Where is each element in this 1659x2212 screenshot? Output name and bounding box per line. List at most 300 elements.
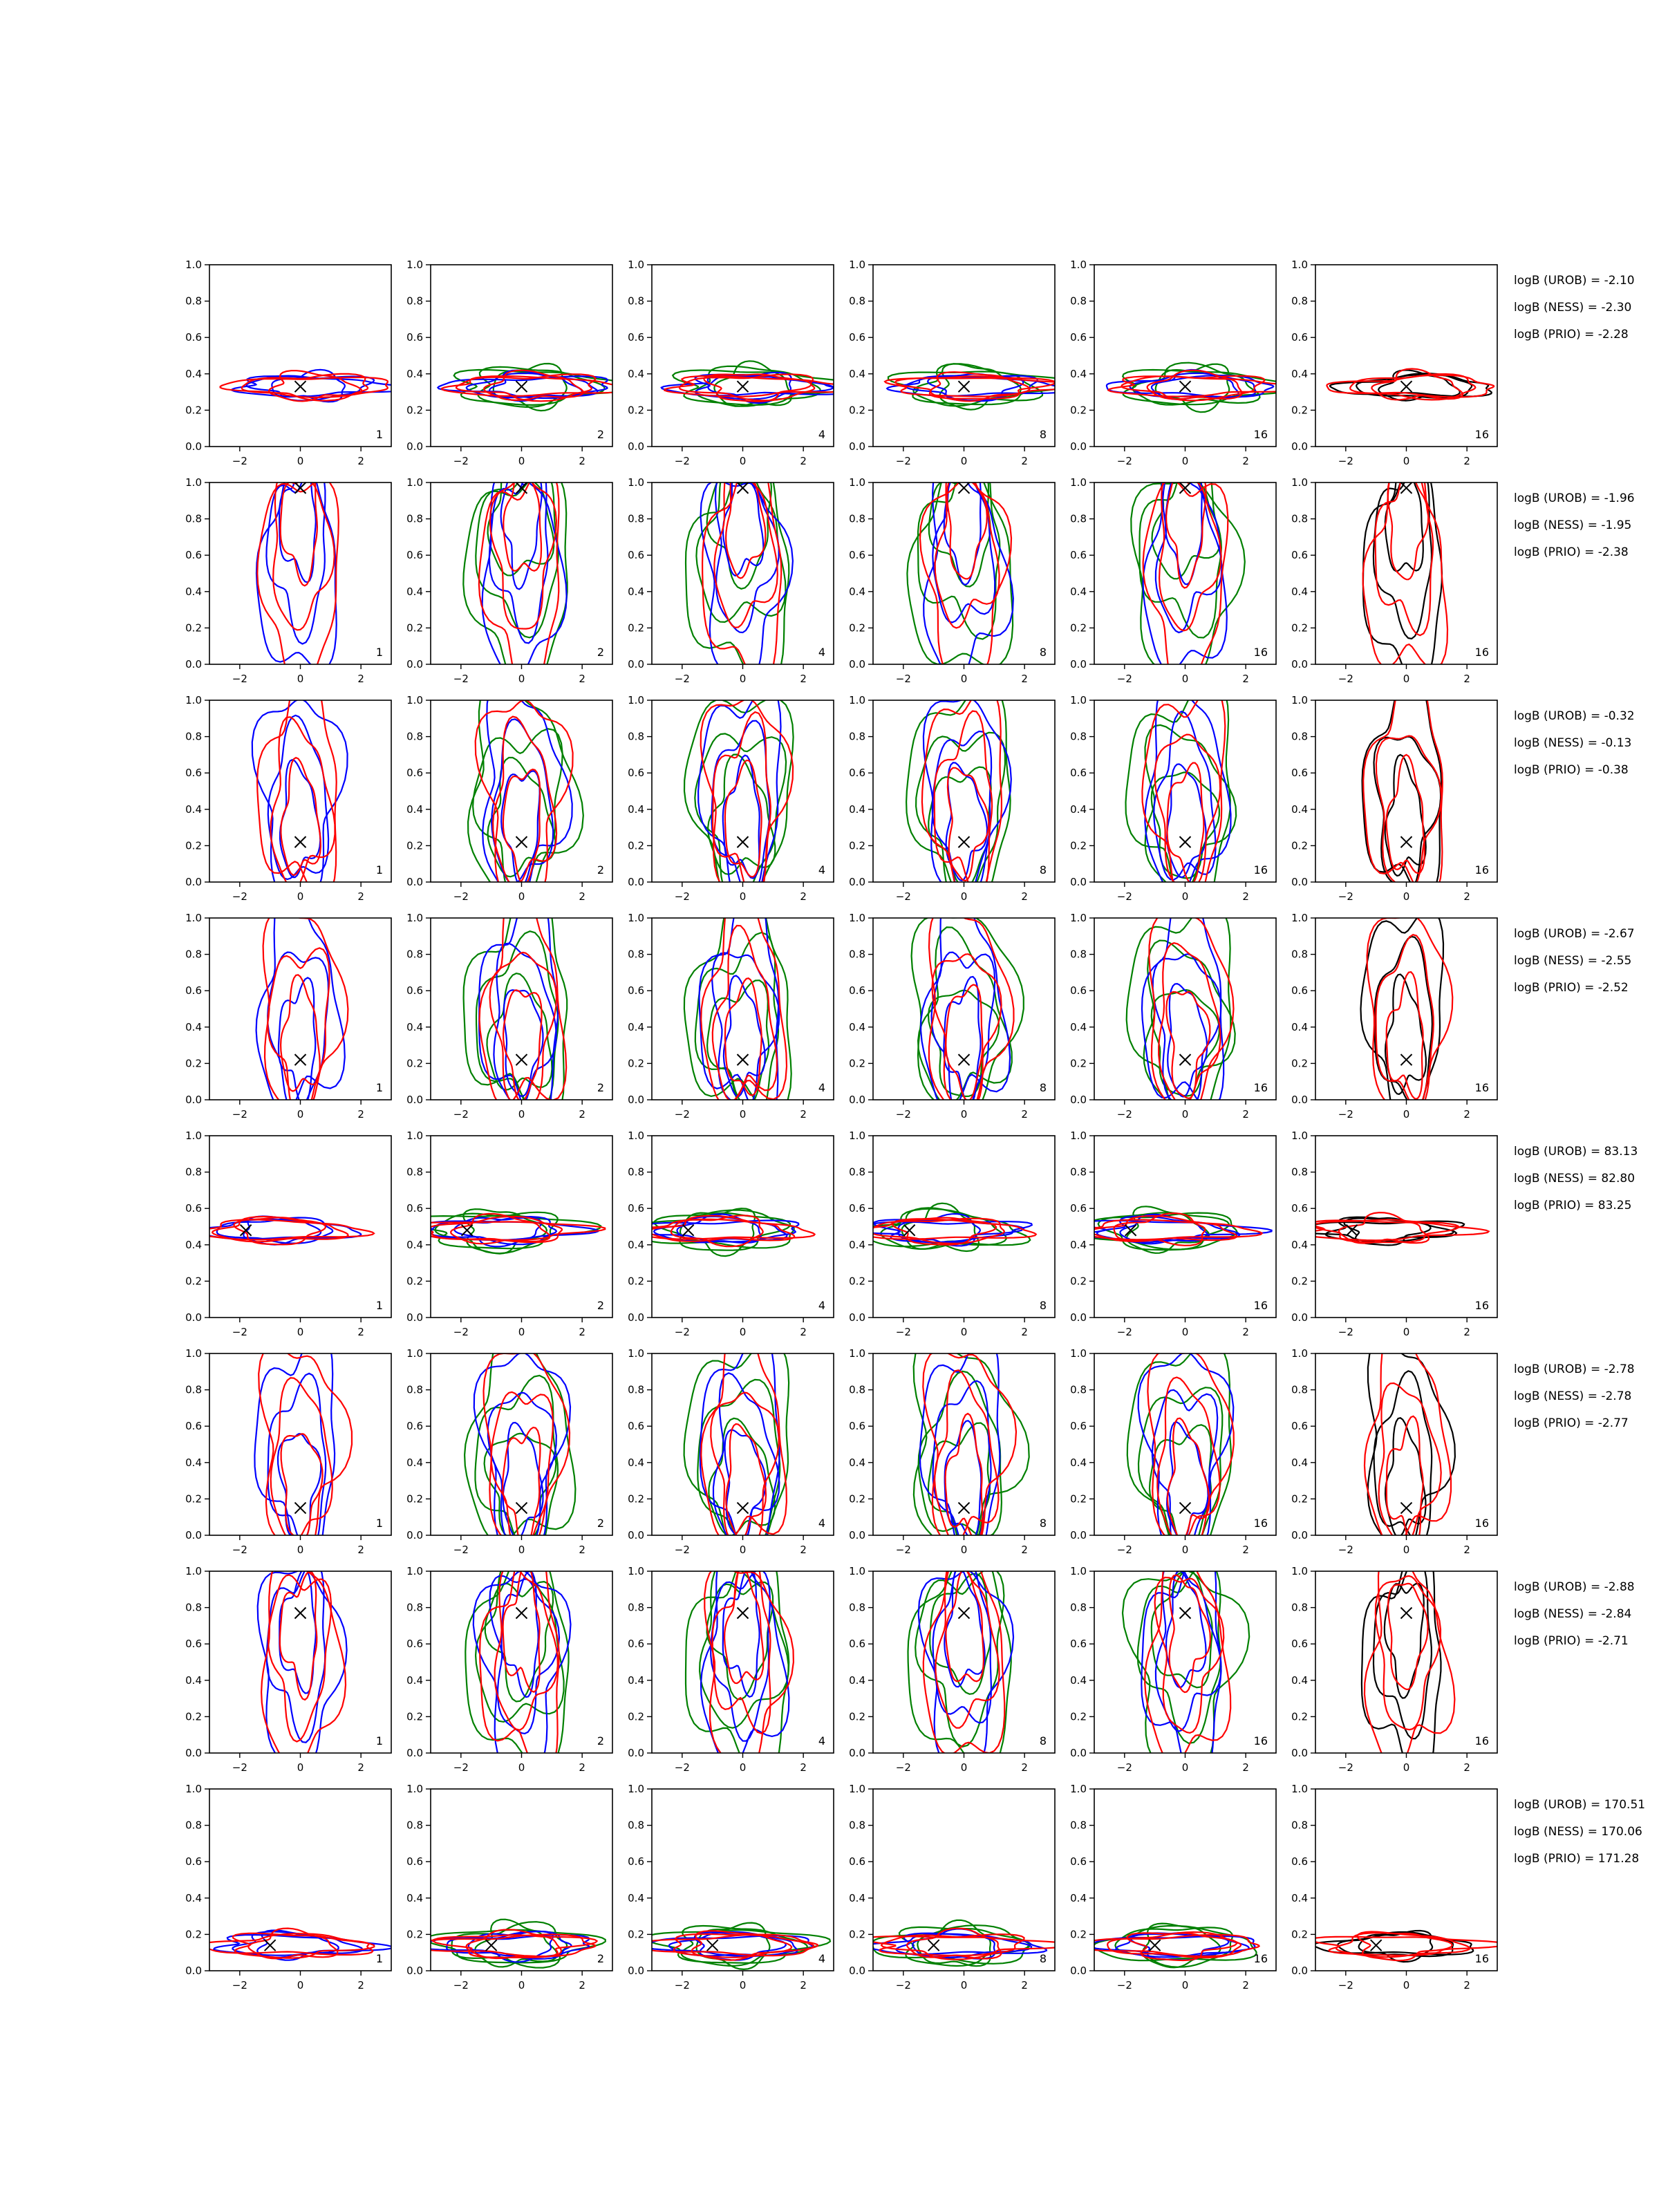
y-tick-label: 1.0 (406, 1130, 423, 1142)
y-tick-label: 1.0 (849, 694, 865, 706)
y-tick-label: 0.2 (628, 1928, 644, 1941)
x-tick-label: 0 (1181, 1326, 1189, 1338)
y-tick-label: 0.6 (1291, 984, 1308, 997)
y-tick-label: 0.2 (185, 1492, 202, 1506)
axes-frame (431, 918, 612, 1100)
x-tick-label: −2 (1338, 673, 1353, 685)
logB-annotation: logB (PRIO) = -2.52 (1514, 981, 1629, 995)
y-tick-label: 1.0 (406, 1783, 423, 1795)
x-tick-label: −2 (895, 1761, 911, 1774)
panel-count-label: 1 (375, 1734, 383, 1747)
panel-r6-c5 (1070, 1341, 1276, 1564)
axes-frame (431, 1789, 612, 1971)
contour-group (1127, 882, 1235, 1131)
panel-r5-c4 (847, 1130, 1055, 1338)
contour-group (465, 1323, 575, 1557)
contour-red (923, 1351, 1016, 1557)
y-tick-label: 0.4 (849, 367, 865, 380)
x-tick-label: −2 (674, 1761, 690, 1774)
contour-group (1365, 1324, 1455, 1556)
y-tick-label: 0.0 (185, 876, 202, 888)
y-tick-label: 0.0 (406, 1965, 423, 1977)
y-tick-label: 0.8 (1291, 948, 1308, 961)
panel-r7-c3 (628, 1539, 834, 1781)
x-tick-label: 0 (960, 455, 968, 467)
x-tick-label: 0 (1403, 1761, 1410, 1774)
panel-count-label: 16 (1474, 428, 1489, 441)
x-tick-label: 2 (1242, 1326, 1249, 1338)
contour-blue (920, 1334, 1000, 1568)
true-value-marker (1401, 1054, 1412, 1065)
y-tick-label: 1.0 (1291, 1130, 1308, 1142)
contour-group (464, 879, 568, 1127)
x-tick-label: 2 (357, 1326, 364, 1338)
y-tick-label: 0.0 (849, 440, 865, 453)
x-tick-label: 2 (1021, 1979, 1028, 1991)
y-tick-label: 0.0 (406, 440, 423, 453)
panel-r8-c5 (1070, 1783, 1276, 1991)
true-value-marker (959, 1054, 970, 1065)
y-tick-label: 0.2 (1070, 1275, 1087, 1288)
x-tick-label: −2 (1116, 1108, 1132, 1121)
y-tick-label: 0.2 (185, 1710, 202, 1723)
axes-frame (873, 918, 1055, 1100)
panel-r1-c4 (849, 259, 1081, 467)
y-tick-label: 0.4 (1291, 1020, 1308, 1033)
y-tick-label: 0.4 (185, 1891, 202, 1904)
y-tick-label: 0.2 (1291, 1275, 1308, 1288)
true-value-marker (516, 836, 527, 847)
panel-count-label: 4 (818, 1734, 825, 1747)
x-tick-label: 2 (1242, 1979, 1249, 1991)
x-tick-label: 0 (297, 1761, 304, 1774)
y-tick-label: 1.0 (185, 1347, 202, 1360)
y-tick-label: 0.8 (406, 948, 423, 961)
y-tick-label: 0.4 (849, 1020, 865, 1033)
panel-r7-c2 (406, 1533, 612, 1775)
x-tick-label: 2 (1463, 673, 1470, 685)
y-tick-label: 0.2 (185, 404, 202, 417)
y-tick-label: 0.8 (628, 512, 644, 525)
panel-count-label: 16 (1474, 1952, 1489, 1965)
panel-count-label: 16 (1253, 1299, 1268, 1312)
x-tick-label: 2 (579, 1544, 585, 1556)
panel-count-label: 8 (1039, 1952, 1047, 1965)
y-tick-label: 0.8 (406, 294, 423, 308)
true-value-marker (959, 836, 970, 847)
y-tick-label: 0.6 (185, 1420, 202, 1433)
x-tick-label: 0 (1403, 1108, 1410, 1121)
panel-count-label: 16 (1253, 863, 1268, 877)
axes-frame (1094, 918, 1276, 1100)
y-tick-label: 0.8 (849, 730, 865, 743)
y-tick-label: 0.4 (1291, 1238, 1308, 1251)
x-tick-label: −2 (453, 1761, 469, 1774)
axes-frame (1315, 918, 1497, 1100)
y-tick-label: 1.0 (185, 912, 202, 924)
y-tick-label: 0.4 (628, 1238, 644, 1251)
x-tick-label: −2 (895, 1108, 911, 1121)
x-tick-label: 2 (800, 673, 807, 685)
y-tick-label: 0.2 (185, 621, 202, 635)
y-tick-label: 0.2 (849, 1492, 865, 1506)
panel-count-label: 4 (818, 1299, 825, 1312)
contour-blue (1154, 711, 1215, 880)
y-tick-label: 0.8 (1070, 512, 1087, 525)
y-tick-label: 0.8 (1070, 1601, 1087, 1614)
y-tick-label: 0.4 (849, 1674, 865, 1687)
true-value-marker (738, 836, 749, 847)
y-tick-label: 0.0 (628, 1094, 644, 1106)
x-tick-label: −2 (1338, 1761, 1353, 1774)
panel-r8-c4 (849, 1783, 1071, 1991)
y-tick-label: 0.2 (406, 1710, 423, 1723)
panel-r3-c6 (1291, 664, 1497, 903)
y-tick-label: 0.6 (628, 331, 644, 344)
contour-red (1166, 992, 1210, 1098)
y-tick-label: 0.4 (849, 585, 865, 598)
y-tick-label: 0.8 (1291, 294, 1308, 308)
x-tick-label: 0 (739, 1108, 747, 1121)
y-tick-label: 1.0 (849, 1565, 865, 1577)
y-tick-label: 0.2 (1070, 1057, 1087, 1070)
contour-blue (279, 458, 316, 583)
y-tick-label: 0.4 (1070, 585, 1087, 598)
panel-r6-c6 (1291, 1324, 1497, 1556)
x-tick-label: 2 (1463, 1979, 1470, 1991)
panel-r5-c1 (185, 1130, 391, 1338)
y-tick-label: 0.6 (628, 1420, 644, 1433)
x-tick-label: 2 (1463, 890, 1470, 903)
logB-annotation: logB (PRIO) = -2.28 (1514, 328, 1629, 341)
panel-r6-c3 (628, 1318, 834, 1567)
x-tick-label: −2 (1338, 1326, 1353, 1338)
x-tick-label: −2 (453, 1979, 469, 1991)
y-tick-label: 0.2 (849, 1057, 865, 1070)
y-tick-label: 0.0 (185, 1094, 202, 1106)
y-tick-label: 0.6 (849, 331, 865, 344)
contour-group (1363, 445, 1447, 687)
y-tick-label: 0.2 (406, 1275, 423, 1288)
x-tick-label: −2 (674, 1108, 690, 1121)
contour-group (221, 370, 409, 402)
y-tick-label: 0.4 (406, 1020, 423, 1033)
y-tick-label: 0.4 (849, 1456, 865, 1469)
y-tick-label: 0.4 (628, 367, 644, 380)
logB-annotation: logB (NESS) = -2.78 (1514, 1389, 1632, 1403)
x-tick-label: 2 (357, 890, 364, 903)
contour-red (1387, 755, 1425, 874)
axes-frame (431, 265, 612, 447)
contour-group (201, 1929, 393, 1960)
y-tick-label: 0.4 (185, 1456, 202, 1469)
y-tick-label: 0.2 (1070, 404, 1087, 417)
y-tick-label: 0.8 (185, 948, 202, 961)
contour-red (476, 700, 573, 901)
y-tick-label: 0.2 (628, 1492, 644, 1506)
x-tick-label: 0 (1181, 455, 1189, 467)
x-tick-label: 2 (800, 1979, 807, 1991)
true-value-marker (959, 1607, 970, 1618)
x-tick-label: 2 (800, 1761, 807, 1774)
y-tick-label: 0.8 (849, 1165, 865, 1179)
y-tick-label: 0.0 (1291, 1965, 1308, 1977)
x-tick-label: 2 (579, 1108, 585, 1121)
y-tick-label: 0.0 (1291, 876, 1308, 888)
x-tick-label: −2 (674, 1979, 690, 1991)
axes-frame (873, 482, 1055, 664)
y-tick-label: 0.6 (1070, 1638, 1087, 1651)
contour-group (191, 1217, 374, 1245)
x-tick-label: 2 (1021, 890, 1028, 903)
y-tick-label: 0.6 (1291, 331, 1308, 344)
panel-count-label: 8 (1039, 1299, 1047, 1312)
contour-green (1145, 725, 1237, 892)
y-tick-label: 1.0 (406, 476, 423, 489)
x-tick-label: 0 (518, 890, 525, 903)
panel-r7-c5 (1070, 1541, 1276, 1787)
x-tick-label: 0 (739, 1544, 747, 1556)
y-tick-label: 0.0 (185, 440, 202, 453)
y-tick-label: 0.6 (628, 1855, 644, 1868)
x-tick-label: 0 (739, 1979, 747, 1991)
contour-group (1123, 1541, 1249, 1787)
y-tick-label: 0.6 (1070, 1420, 1087, 1433)
x-tick-label: 0 (1403, 890, 1410, 903)
panel-r2-c3 (628, 449, 834, 688)
x-tick-label: −2 (232, 1761, 247, 1774)
y-tick-label: 0.6 (628, 984, 644, 997)
contour-group (438, 364, 634, 411)
y-tick-label: 0.2 (406, 1057, 423, 1070)
panel-r7-c1 (185, 1555, 391, 1774)
panel-r5-c6 (1291, 1130, 1497, 1338)
axes-frame (1094, 700, 1276, 882)
logB-annotation: logB (UROB) = -0.32 (1514, 709, 1635, 723)
panel-r2-c4 (849, 451, 1055, 685)
contour-red (1376, 736, 1441, 890)
y-tick-label: 0.8 (185, 1383, 202, 1396)
panel-r1-c2 (406, 259, 634, 467)
y-tick-label: 0.2 (1291, 1492, 1308, 1506)
x-tick-label: 2 (1242, 1544, 1249, 1556)
contour-green (488, 458, 554, 575)
logB-annotation: logB (NESS) = -0.13 (1514, 736, 1632, 750)
y-tick-label: 1.0 (406, 912, 423, 924)
x-tick-label: −2 (453, 890, 469, 903)
y-tick-label: 1.0 (628, 1130, 644, 1142)
panel-r8-c1 (185, 1783, 393, 1991)
contour-blue (268, 953, 328, 1114)
x-tick-label: 2 (357, 673, 364, 685)
y-tick-label: 0.6 (185, 1638, 202, 1651)
true-value-marker (1180, 1607, 1191, 1618)
y-tick-label: 0.6 (849, 1420, 865, 1433)
axes-frame (873, 1571, 1055, 1753)
x-tick-label: 2 (1463, 1544, 1470, 1556)
panel-count-label: 1 (375, 863, 383, 877)
y-tick-label: 0.2 (406, 621, 423, 635)
y-tick-label: 0.4 (1070, 1238, 1087, 1251)
x-tick-label: 0 (739, 673, 747, 685)
x-tick-label: 0 (518, 1979, 525, 1991)
y-tick-label: 0.6 (628, 549, 644, 562)
logB-annotation: logB (UROB) = -2.78 (1514, 1362, 1635, 1376)
y-tick-label: 0.4 (406, 1674, 423, 1687)
true-value-marker (265, 1940, 276, 1951)
panel-r4-c2 (406, 879, 612, 1127)
contour-red (1365, 1324, 1451, 1548)
contour-green (686, 449, 789, 688)
y-tick-label: 0.4 (628, 803, 644, 816)
panel-r4-c5 (1070, 882, 1276, 1131)
logB-annotation: logB (UROB) = -2.10 (1514, 274, 1635, 288)
contour-blue (701, 480, 793, 684)
y-tick-label: 0.6 (1070, 331, 1087, 344)
y-tick-label: 0.0 (185, 1965, 202, 1977)
y-tick-label: 0.4 (185, 1674, 202, 1687)
y-tick-label: 1.0 (1070, 1565, 1087, 1577)
x-tick-label: 0 (1181, 1544, 1189, 1556)
y-tick-label: 0.0 (185, 1311, 202, 1324)
logB-annotation: logB (PRIO) = 83.25 (1514, 1199, 1632, 1212)
y-tick-label: 0.8 (849, 1601, 865, 1614)
y-tick-label: 1.0 (849, 1130, 865, 1142)
y-tick-label: 1.0 (628, 1347, 644, 1360)
y-tick-label: 0.6 (1070, 549, 1087, 562)
y-tick-label: 0.8 (185, 730, 202, 743)
panel-r5-c2 (406, 1130, 612, 1338)
y-tick-label: 0.8 (185, 294, 202, 308)
contour-red (725, 978, 762, 1095)
y-tick-label: 0.6 (185, 1202, 202, 1215)
contour-blue (254, 1329, 335, 1571)
x-tick-label: −2 (1338, 1544, 1353, 1556)
panel-count-label: 4 (818, 646, 825, 659)
y-tick-label: 0.4 (1291, 803, 1308, 816)
logB-annotation: logB (UROB) = 170.51 (1514, 1798, 1646, 1812)
x-tick-label: −2 (1116, 455, 1132, 467)
true-value-marker (1180, 1054, 1191, 1065)
true-value-marker (295, 381, 306, 392)
y-tick-label: 0.4 (185, 585, 202, 598)
x-tick-label: −2 (1338, 890, 1353, 903)
contour-group (684, 687, 794, 917)
y-tick-label: 0.8 (185, 1165, 202, 1179)
y-tick-label: 0.2 (185, 1057, 202, 1070)
y-tick-label: 0.0 (1070, 1747, 1087, 1759)
y-tick-label: 0.2 (628, 1057, 644, 1070)
y-tick-label: 0.6 (185, 331, 202, 344)
x-tick-label: −2 (232, 1979, 247, 1991)
y-tick-label: 0.2 (1070, 1710, 1087, 1723)
x-tick-label: 0 (518, 455, 525, 467)
contour-green (708, 755, 775, 874)
y-tick-label: 0.6 (849, 1638, 865, 1651)
y-tick-label: 0.6 (406, 767, 423, 780)
y-tick-label: 0.0 (628, 876, 644, 888)
y-tick-label: 0.8 (1291, 1165, 1308, 1179)
panel-r7-c4 (849, 1544, 1055, 1774)
true-value-marker (707, 1940, 718, 1951)
true-value-marker (1150, 1940, 1161, 1951)
true-value-marker (516, 381, 527, 392)
x-tick-label: 2 (579, 673, 585, 685)
y-tick-label: 0.0 (1070, 1965, 1087, 1977)
x-tick-label: 2 (579, 1326, 585, 1338)
y-tick-label: 0.0 (1291, 658, 1308, 671)
panel-count-label: 16 (1253, 1952, 1268, 1965)
y-tick-label: 0.0 (849, 658, 865, 671)
x-tick-label: 0 (960, 1761, 968, 1774)
x-tick-label: 2 (800, 1326, 807, 1338)
axes-frame (209, 1789, 391, 1971)
y-tick-label: 0.8 (628, 1819, 644, 1832)
y-tick-label: 0.2 (1291, 621, 1308, 635)
y-tick-label: 0.8 (1070, 730, 1087, 743)
x-tick-label: −2 (1338, 1979, 1353, 1991)
y-tick-label: 0.6 (628, 767, 644, 780)
contour-group (684, 1318, 789, 1567)
y-tick-label: 0.0 (406, 1311, 423, 1324)
panel-r6-c1 (185, 1329, 391, 1571)
x-tick-label: 0 (1181, 890, 1189, 903)
true-value-marker (928, 1940, 939, 1951)
x-tick-label: 0 (518, 1326, 525, 1338)
axes-frame (1315, 1136, 1497, 1318)
panel-count-label: 4 (818, 428, 825, 441)
y-tick-label: 0.0 (849, 1747, 865, 1759)
contour-red (257, 480, 339, 692)
true-value-marker (516, 1607, 527, 1618)
panel-r3-c2 (406, 677, 612, 906)
y-tick-label: 0.8 (628, 948, 644, 961)
contour-group (468, 677, 583, 906)
y-tick-label: 0.0 (1070, 1311, 1087, 1324)
x-tick-label: 0 (1403, 1326, 1410, 1338)
x-tick-label: 2 (579, 1979, 585, 1991)
x-tick-label: 2 (800, 1108, 807, 1121)
panel-r2-c1 (185, 453, 391, 692)
axes-frame (209, 918, 391, 1100)
y-tick-label: 0.4 (1070, 1891, 1087, 1904)
y-tick-label: 0.2 (185, 1928, 202, 1941)
x-tick-label: 2 (1463, 1326, 1470, 1338)
x-tick-label: 2 (579, 890, 585, 903)
y-tick-label: 0.4 (185, 803, 202, 816)
y-tick-label: 1.0 (185, 1565, 202, 1577)
y-tick-label: 0.6 (185, 767, 202, 780)
x-tick-label: −2 (1116, 673, 1132, 685)
axes-frame (1315, 700, 1497, 882)
x-tick-label: −2 (895, 1979, 911, 1991)
true-value-marker (959, 381, 970, 392)
y-tick-label: 0.6 (406, 1202, 423, 1215)
contour-group (252, 664, 348, 900)
contour-group (686, 1539, 794, 1781)
y-tick-label: 0.6 (406, 1638, 423, 1651)
y-tick-label: 0.4 (406, 367, 423, 380)
contour-red (259, 1346, 352, 1558)
y-tick-label: 0.2 (185, 1275, 202, 1288)
panel-count-label: 16 (1253, 1734, 1268, 1747)
contour-group (908, 1544, 1014, 1772)
contour-group (907, 451, 1013, 684)
x-tick-label: 0 (960, 1544, 968, 1556)
panel-count-label: 4 (818, 1517, 825, 1530)
y-tick-label: 0.0 (1070, 1529, 1087, 1541)
x-tick-label: −2 (1116, 1761, 1132, 1774)
